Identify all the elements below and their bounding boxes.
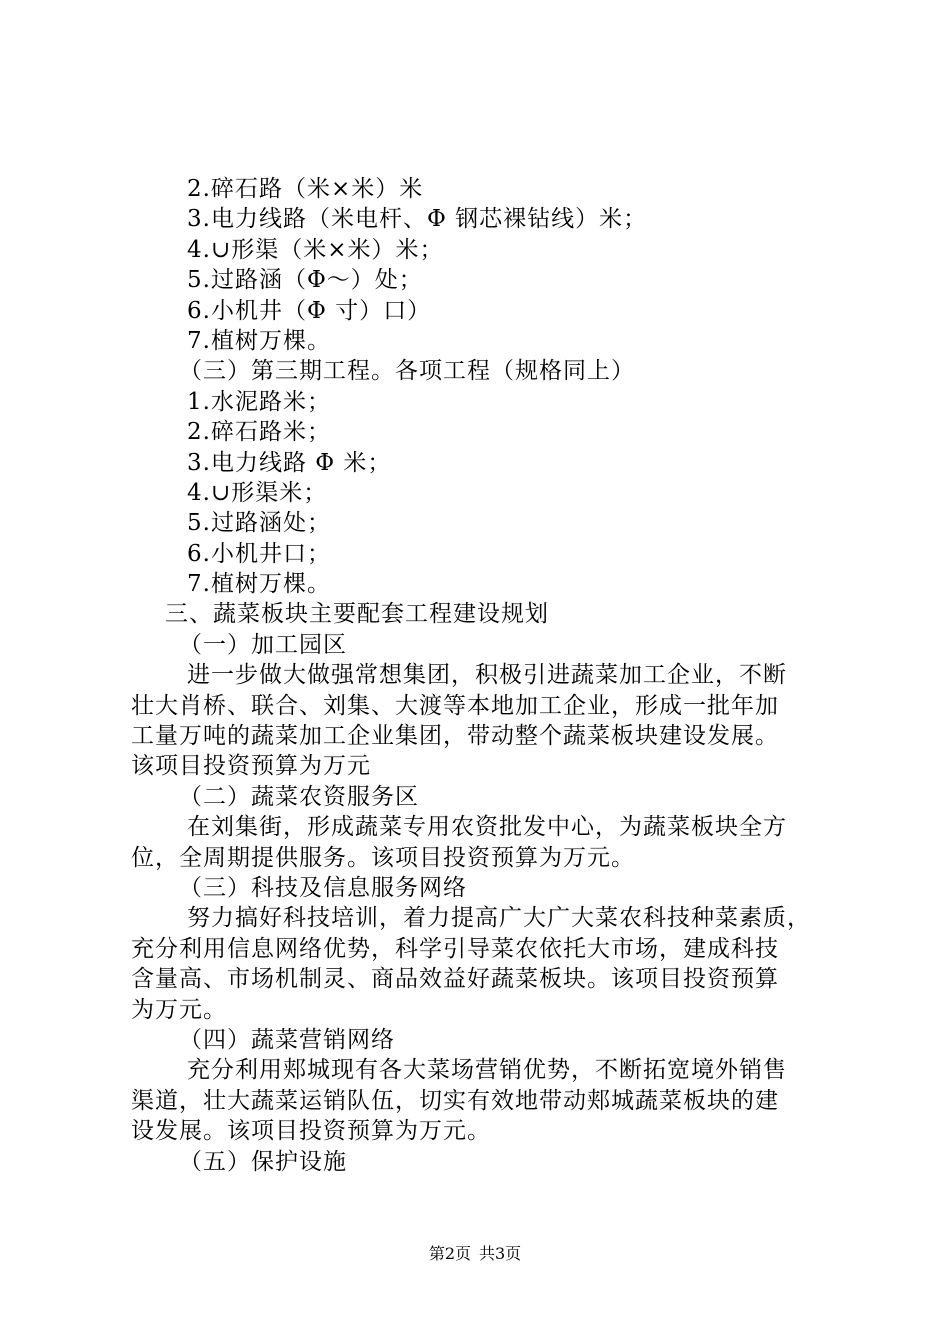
text-line: 4.∪形渠（米×米）米； [187, 236, 444, 263]
section-heading: 三、蔬菜板块主要配套工程建设规划 [165, 601, 549, 628]
paragraph-line: 在刘集街，形成蔬菜专用农资批发中心，为蔬菜板块全方 [187, 814, 787, 841]
text-line: 1.水泥路米； [187, 388, 331, 415]
text-line: 3.电力线路（米电杆、Φ 钢芯裸钻线）米； [187, 206, 648, 233]
text-line: 3.电力线路 Φ 米； [187, 449, 392, 476]
page-total: 共3页 [479, 1244, 522, 1263]
text-line: 7.植树万棵。 [187, 327, 331, 354]
text-line: 2.碎石路米； [187, 419, 331, 446]
text-line: 5.过路涵（Φ～）处； [187, 267, 423, 294]
paragraph-line: 设发展。该项目投资预算为万元。 [131, 1118, 491, 1145]
section-heading: （四）蔬菜营销网络 [179, 1026, 395, 1053]
section-heading: （五）保护设施 [179, 1148, 347, 1175]
section-heading: （二）蔬菜农资服务区 [179, 783, 419, 810]
text-line: 5.过路涵处； [187, 510, 331, 537]
section-heading: （一）加工园区 [179, 631, 347, 658]
text-line: 7.植树万棵。 [187, 571, 331, 598]
paragraph-line: 努力搞好科技培训，着力提高广大广大菜农科技种菜素质， [187, 905, 811, 932]
page-footer [0, 1244, 950, 1264]
paragraph-line: 充分利用郏城现有各大菜场营销优势，不断拓宽境外销售 [187, 1057, 787, 1084]
paragraph-line: 壮大肖桥、联合、刘集、大渡等本地加工企业，形成一批年加 [131, 692, 779, 719]
text-line: 6.小机井口； [187, 540, 331, 567]
paragraph-line: 该项目投资预算为万元 [131, 753, 371, 780]
page-number: 第2页 [428, 1244, 471, 1263]
paragraph-line: 渠道，壮大蔬菜运销队伍，切实有效地带动郏城蔬菜板块的建 [131, 1087, 779, 1114]
paragraph-line: 进一步做大做强常想集团，积极引进蔬菜加工企业，不断 [187, 662, 787, 689]
document-body [131, 174, 831, 1177]
section-heading: （三）第三期工程。各项工程（规格同上） [179, 358, 635, 385]
text-line: 4.∪形渠米； [187, 479, 328, 506]
paragraph-line: 工量万吨的蔬菜加工企业集团，带动整个蔬菜板块建设发展。 [131, 723, 779, 750]
text-line: 2.碎石路（米×米）米 [187, 176, 424, 202]
paragraph-line: 为万元。 [131, 996, 227, 1023]
section-heading: （三）科技及信息服务网络 [179, 874, 467, 901]
paragraph-line: 充分利用信息网络优势，科学引导菜农依托大市场，建成科技 [131, 935, 779, 962]
paragraph-line: 含量高、市场机制灵、商品效益好蔬菜板块。该项目投资预算 [131, 966, 779, 993]
text-line: 6.小机井（Φ 寸）口） [187, 297, 432, 324]
paragraph-line: 位，全周期提供服务。该项目投资预算为万元。 [131, 844, 635, 871]
